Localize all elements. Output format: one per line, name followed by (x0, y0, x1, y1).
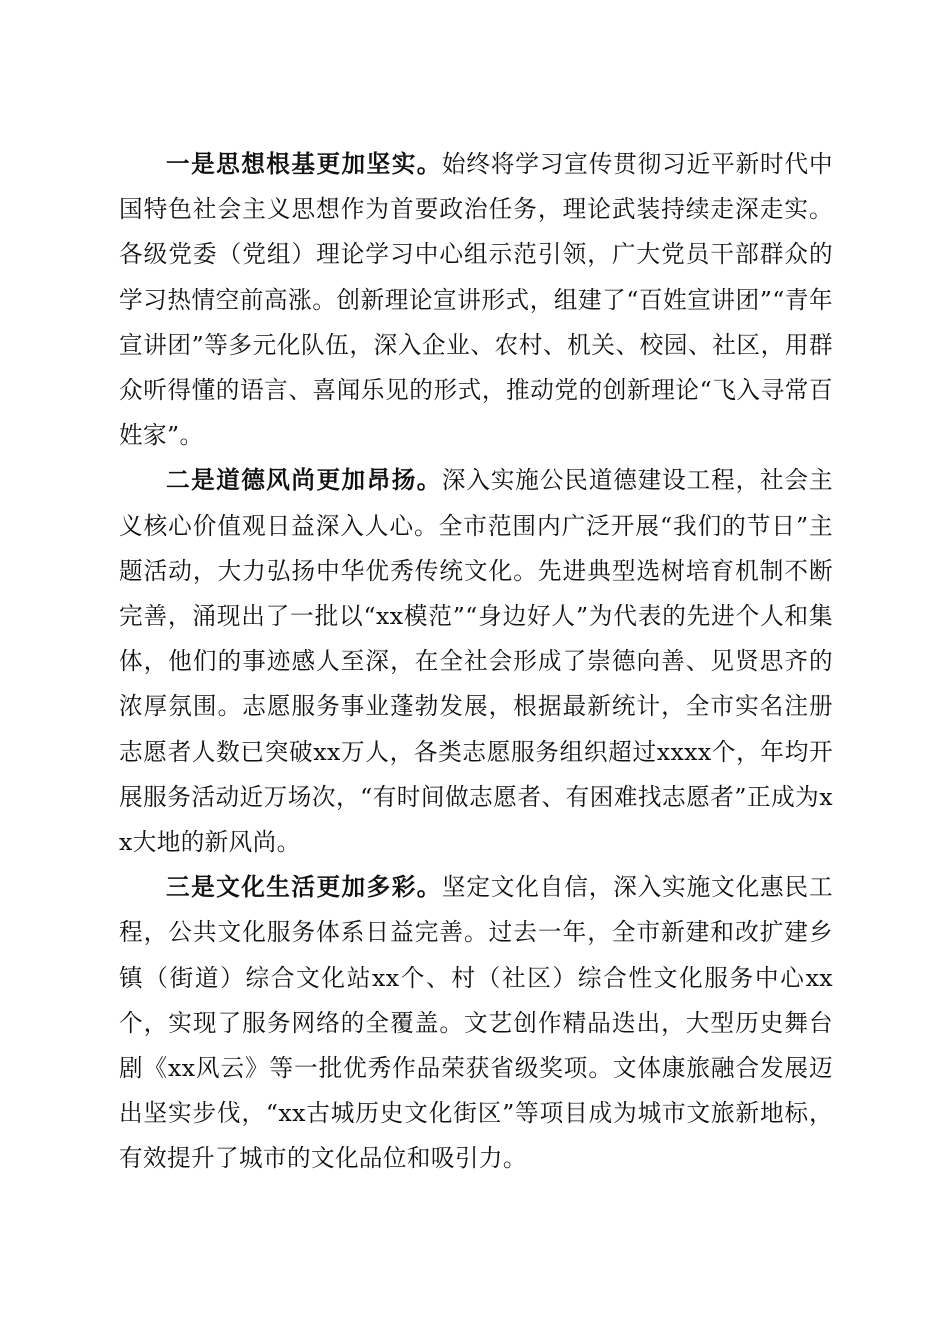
paragraph-morality (119, 458, 833, 865)
paragraph-ideology (119, 142, 833, 458)
paragraph-text: 坚定文化自信，深入实施文化惠民工程，公共文化服务体系日益完善。过去一年，全市新建和改扩建乡镇（街道）综合文化站xx个、村（社区）综合性文化服务中心xx个，实现了服务网络的全覆盖。文艺创作精品迭出，大型历史舞台剧《xx风云》等一批优秀作品荣获省级奖项。文体康旅融合发展迈出坚实步伐，“xx古城历史文化街区”等项目成为城市文旅新地标，有效提升了城市的文化品位和吸引力。 (119, 873, 834, 1173)
document-body (119, 142, 833, 1182)
paragraph-culture (119, 865, 833, 1181)
paragraph-lead-heading: 二是道德风尚更加昂扬。 (166, 466, 442, 495)
paragraph-text: 始终将学习宣传贯彻习近平新时代中国特色社会主义思想作为首要政治任务，理论武装持续走深走实。各级党委（党组）理论学习中心组示范引领，广大党员干部群众的学习热情空前高涨。创新理论宣讲形式，组建了“百姓宣讲团”“青年宣讲团”等多元化队伍，深入企业、农村、机关、校园、社区，用群众听得懂的语言、喜闻乐见的形式，推动党的创新理论“飞入寻常百姓家”。 (119, 150, 834, 450)
paragraph-lead-heading: 一是思想根基更加坚实。 (166, 150, 442, 178)
paragraph-text: 深入实施公民道德建设工程，社会主义核心价值观日益深入人心。全市范围内广泛开展“我们的节日”主题活动，大力弘扬中华优秀传统文化。先进典型选树培育机制不断完善，涌现出了一批以“xx模范”“身边好人”为代表的先进个人和集体，他们的事迹感人至深，在全社会形成了崇德向善、见贤思齐的浓厚氛围。志愿服务事业蓬勃发展，根据最新统计，全市实名注册志愿者人数已突破xx万人，各类志愿服务组织超过xxxx个，年均开展服务活动近万场次，“有时间做志愿者、有困难找志愿者”正成为xx大地的新风尚。 (119, 466, 834, 857)
paragraph-lead-heading: 三是文化生活更加多彩。 (166, 873, 442, 902)
